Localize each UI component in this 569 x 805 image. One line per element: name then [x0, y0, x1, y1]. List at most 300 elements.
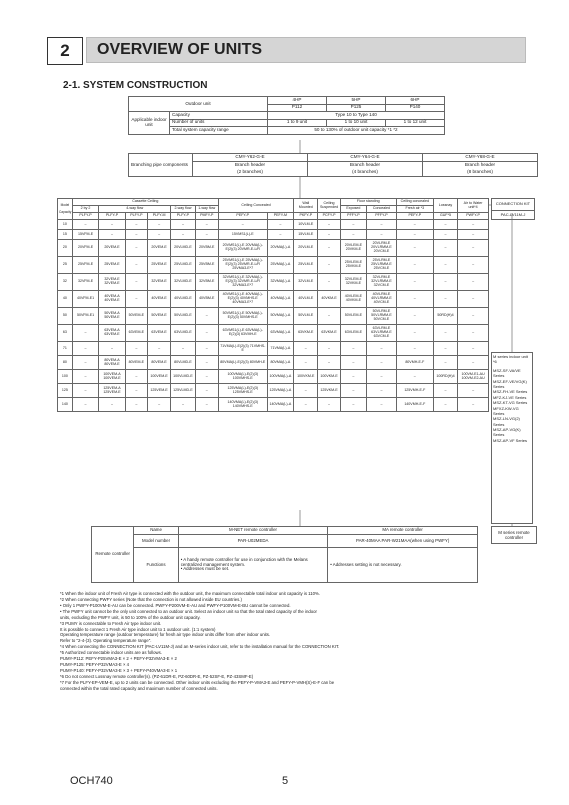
model-cell: – [195, 230, 218, 240]
branch-ports-4: (4 branches) [308, 169, 423, 177]
table-row [58, 356, 489, 370]
units-p125: 1 to 10 unit [327, 119, 386, 127]
model-cell: – [396, 220, 433, 230]
model-cell: 40VMA(L)-A [267, 291, 293, 308]
model-cell: 63VLEM-E [340, 325, 366, 342]
model-cell: 15VFM-E [72, 230, 98, 240]
model-cell: – [99, 342, 125, 356]
model-cell: – [99, 398, 125, 412]
branch-model-2: CMY-Y62-G-E [193, 154, 308, 162]
m-series-item: MSZ-FH-VE Series [493, 389, 528, 395]
model-cell: – [367, 398, 397, 412]
model-cell: 63VLMD-E [171, 325, 195, 342]
model-cell: 25VLRM-E 25VLRMM-E 25VCM-E [367, 257, 397, 274]
model-cell: – [72, 370, 98, 384]
branch-table [128, 153, 538, 177]
model-cell: – [294, 342, 318, 356]
model-cell: 125VLMD-E [171, 384, 195, 398]
footnotes [60, 591, 530, 692]
column-header: PMFY-P [195, 213, 218, 220]
ma-functions: • Addresses setting is not necessary. [328, 548, 478, 583]
model-cell: 125VEM-E [147, 384, 170, 398]
way-1-header: 1-way flow [195, 206, 218, 213]
model-cell: – [195, 356, 218, 370]
way-2-header: 2-way flow [171, 206, 195, 213]
model-cell: – [458, 220, 489, 230]
model-cell: – [125, 220, 147, 230]
model-cell: – [195, 308, 218, 325]
outdoor-unit-table [128, 96, 445, 135]
model-cell: 20VMS1(L)-E 20VMA(L)-E(2)(3) 20VMR-E-L/R [218, 240, 267, 257]
model-cell: – [72, 325, 98, 342]
table-row [58, 240, 489, 257]
model-cell: 20VLMD-E [171, 240, 195, 257]
table-row [58, 230, 489, 240]
chapter-title: OVERVIEW OF UNITS [86, 37, 526, 63]
applicable-label: Applicable indoor unit [129, 112, 170, 135]
model-cell: – [433, 384, 457, 398]
model-cell: 20VLM-E [294, 240, 318, 257]
model-cell: – [433, 220, 457, 230]
row-units-label: Number of units [170, 119, 268, 127]
model-cell: – [396, 291, 433, 308]
document-code: OCH740 [70, 775, 113, 787]
m-series-item: MFXZ-KW-VG Series [493, 405, 519, 416]
model-cell: – [396, 342, 433, 356]
model-cell: – [433, 342, 457, 356]
branch-ports-8: (8 branches) [423, 169, 538, 177]
model-cell: – [433, 291, 457, 308]
model-cell: – [396, 240, 433, 257]
footnote-line: *6 Do not connect Lossnay remote controller(s). (PZ-61DR-E, PZ-60DR-E, PZ-52SF-E, PZ-43SMF-E) [60, 673, 254, 679]
model-cell: 40VLRM-E 40VLRMM-E 40VCM-E [367, 291, 397, 308]
capacity-cell: 71 [58, 342, 73, 356]
model-cell: – [458, 291, 489, 308]
model-cell: – [72, 356, 98, 370]
model-cell: 100VMA(L)-E(2)(3) 100VMHS-E [218, 370, 267, 384]
exposed-header: Exposed [340, 206, 366, 213]
remote-name-label: Name [134, 527, 178, 535]
model-cell: 32VMA(L)-A [267, 274, 293, 291]
model-cell: 50RD(H)4 [433, 308, 457, 325]
indoor-unit-table [57, 198, 489, 412]
capacity-cell: 80 [58, 356, 73, 370]
model-cell: 20VFM-E [72, 240, 98, 257]
model-cell: 71VMA(L)-E(2)(3) 71VMHS-E [218, 342, 267, 356]
model-cell: – [340, 356, 366, 370]
model-cell: – [396, 370, 433, 384]
model-cell: 100VM-E1-AU 100VM-E2-AU [458, 370, 489, 384]
hp-4: 4HP [268, 97, 327, 105]
remote-model-label: Model number [134, 535, 178, 548]
model-cell: 15VMS1(L)-E [218, 230, 267, 240]
table-row [58, 291, 489, 308]
model-cell: 100VMA(L)-A [267, 370, 293, 384]
footnote-line: connected within the total rated capacity and maximum number of connected units. [60, 685, 218, 691]
model-cell: – [125, 370, 147, 384]
footnote-line: • Only 1 PWFY-P100VM-E-AU can be connected. PWFY-P200VM-E-AU and PWFY-P100VM-E-BU cannot be connected. [60, 602, 291, 608]
footnote-line: PUMY-P125: PEFY-P32VMA3-E × 4 [60, 662, 130, 668]
capacity-value: Type 10 to Type 140 [268, 112, 445, 120]
model-cell: 63VEM-E [147, 325, 170, 342]
model-cell: – [396, 257, 433, 274]
model-cell: 32VBM-E [195, 274, 218, 291]
table-row [58, 384, 489, 398]
model-cell: 25VLMD-E [171, 257, 195, 274]
model-cell: – [218, 220, 267, 230]
model-cell: – [147, 220, 170, 230]
model-cell: 40VLM-E [294, 291, 318, 308]
model-cell: – [125, 342, 147, 356]
model-cell: 25VLEM-E 25VKM-E [340, 257, 366, 274]
model-cell: – [433, 240, 457, 257]
model-cell: 32VLMD-E [171, 274, 195, 291]
model-cell: 50VEM-A 50VEM-E [99, 308, 125, 325]
model-cell: 71VMA(L)-A [267, 342, 293, 356]
chapter-number: 2 [47, 37, 83, 65]
footnote-line: units, excluding the PWFY unit, is 50 to 100% of the outdoor unit capacity. [60, 614, 201, 620]
model-cell: 100VEM-E [147, 370, 170, 384]
model-capacity-header: Model Capacity [58, 199, 73, 220]
hp-6: 6HP [386, 97, 445, 105]
section-title: 2-1. SYSTEM CONSTRUCTION [63, 80, 208, 91]
model-cell: 63VEM-E [125, 325, 147, 342]
model-cell: 63VMA(L)-A [267, 325, 293, 342]
model-cell: – [367, 342, 397, 356]
model-cell: 40VEM-E [147, 291, 170, 308]
model-cell: 32VLRM-E 32VLRMM-E 32VCM-E [367, 274, 397, 291]
model-cell: 40VEM-A 40VEM-E [99, 291, 125, 308]
model-cell: 125VMA(L)-E(2)(3) 125VMHS-E [218, 384, 267, 398]
model-cell: 32VMS1(L)-E 32VMA(L)-E(2)(3) 32VMR-E-L/R 32VMA3-E*7 [218, 274, 267, 291]
footnote-line: *2 When connecting PWFY series (Note that the connection is not allowed inside EU countries.) [60, 596, 242, 602]
model-cell: 125VMA(L)-A [267, 384, 293, 398]
footnote-line: *4 When connecting the CONNECTION KIT (PAC-LV11M-J) and an M-series indoor unit, refer to the installation manual for the CONNECTION KIT. [60, 644, 340, 650]
model-cell: 80VLMD-E [171, 356, 195, 370]
branch-desc-2: Branch header [193, 162, 308, 170]
model-cell: – [340, 342, 366, 356]
wall-mounted-header: Wall Mounted [294, 199, 318, 213]
ceiling-concealed-header: Ceiling Concealed [218, 199, 293, 213]
model-cell: 40VMS1(L)-E 40VMA(L)-E(2)(3) 40VMHS-E 40VMA3-E*7 [218, 291, 267, 308]
model-cell: 63VLRM-E 63VLRMM-E 63VCM-E [367, 325, 397, 342]
model-cell: – [318, 220, 340, 230]
model-cell: 100VLMD-E [171, 370, 195, 384]
column-header: PLFY-P [99, 213, 125, 220]
model-cell: 20VMA(L)-A [267, 240, 293, 257]
model-cell: 50VMA(L)-A [267, 308, 293, 325]
fresh-air-header: Fresh air *3 [396, 206, 433, 213]
footnote-line: *3 PUMY is connectable to Fresh Air type indoor unit. [60, 620, 162, 626]
model-cell: – [367, 356, 397, 370]
model-cell: 15VLM-E [294, 230, 318, 240]
column-header: PEFY-P [396, 213, 433, 220]
column-header: PKFY-P [294, 213, 318, 220]
model-cell: 50VLM-E [294, 308, 318, 325]
footnote-line: It is possible to connect 1 Fresh Air type indoor unit to 1 outdoor unit. (1:1 system) [60, 626, 216, 632]
column-header: PWFY-P [458, 213, 489, 220]
model-cell: – [171, 398, 195, 412]
model-cell: – [125, 230, 147, 240]
model-cell: 80VEM-E [125, 356, 147, 370]
capacity-cell: 15 [58, 230, 73, 240]
model-cell: 80VMA(L)-A [267, 356, 293, 370]
model-cell: – [125, 291, 147, 308]
model-cell: – [125, 257, 147, 274]
model-cell: – [125, 384, 147, 398]
capacity-cell: 140 [58, 398, 73, 412]
capacity-cell: 125 [58, 384, 73, 398]
model-cell: 20VLRM-E 20VLRMM-E 20VCM-E [367, 240, 397, 257]
way-2x2-header: 2 by 2 [72, 206, 98, 213]
model-cell: 40VKM-E [318, 291, 340, 308]
m-series-box [491, 352, 533, 524]
model-cell: – [367, 220, 397, 230]
connection-kit-title: CONNECTION KIT [492, 199, 535, 211]
model-cell: 63VEM-A 63VEM-E [99, 325, 125, 342]
model-cell: – [72, 342, 98, 356]
model-cell: – [125, 398, 147, 412]
footnote-line: PUMY-P112: PEFY-P25VMA3-E × 2 + PEFY-P32VMA3-E × 2 [60, 656, 177, 662]
outdoor-label: Outdoor unit [129, 97, 268, 112]
connection-kit-table [491, 198, 535, 220]
capacity-cell: 25 [58, 257, 73, 274]
table-row [58, 274, 489, 291]
model-cell: 80VEM-A 80VEM-E [99, 356, 125, 370]
model-p112: P112 [268, 104, 327, 112]
model-cell: – [125, 240, 147, 257]
m-series-item: MSZ-LN-VG(2) Series [493, 416, 520, 427]
m-series-item: MFZ-KJ-VE Series [493, 394, 527, 400]
table-row [58, 398, 489, 412]
row-capacity-label: Capacity [170, 112, 268, 120]
model-cell: 140VMA(L)-E(2)(3) 140VMHS-E [218, 398, 267, 412]
footnote-line: *7 For the PLFY-EP-VEM-E, up to 2 units can be connected. Other indoor units excluding the PEFY-P-VMA3-E and PEFY-P-VMH(S)-E-F can be [60, 679, 335, 685]
ceiling-suspended-header: Ceiling Suspended [318, 199, 340, 213]
model-cell: – [267, 230, 293, 240]
page-number: 5 [282, 775, 289, 787]
capacity-cell: 40 [58, 291, 73, 308]
model-cell: 80VMH-E-F [396, 356, 433, 370]
model-cell: 50VFM-E1 [72, 308, 98, 325]
ma-name: MA remote controller [328, 527, 478, 535]
model-cell: 32VLM-E [294, 274, 318, 291]
column-header: PLFY-M [147, 213, 170, 220]
model-cell: – [99, 230, 125, 240]
model-cell: – [458, 384, 489, 398]
row-range-label: Total system capacity range [170, 127, 268, 135]
model-cell: 100VEM-A 100VEM-E [99, 370, 125, 384]
model-cell: – [458, 274, 489, 291]
model-cell: – [340, 370, 366, 384]
capacity-cell: 63 [58, 325, 73, 342]
footnote-line: Refer to "2-4-(3). Operating temperature range". [60, 638, 152, 644]
remote-label: Remote controller [92, 527, 134, 583]
branch-desc-4: Branch header [308, 162, 423, 170]
cassette-header: Cassette Ceiling [72, 199, 218, 206]
range-value: 50 to 130% of outdoor unit capacity *1 *2 [268, 127, 445, 135]
m-series-title: M series indoor unit *6 [493, 354, 528, 365]
model-cell: 50VLEM-E [340, 308, 366, 325]
model-cell: 80VMA(L)-E(2)(3) 80VMH-E [218, 356, 267, 370]
capacity-cell: 32 [58, 274, 73, 291]
remote-controller-table [91, 526, 478, 583]
model-cell: 50VEM-E [147, 308, 170, 325]
branch-model-8: CMY-Y68-G-E [423, 154, 538, 162]
model-cell: – [72, 398, 98, 412]
model-cell: – [195, 398, 218, 412]
model-cell: – [318, 240, 340, 257]
model-cell: – [318, 342, 340, 356]
ceiling-concealed-fresh-header: Ceiling concealed [396, 199, 433, 206]
model-cell: – [72, 220, 98, 230]
air-water-header: Air to Water unit*4 [458, 199, 489, 213]
model-cell: – [195, 325, 218, 342]
branch-model-4: CMY-Y64-G-E [308, 154, 423, 162]
model-cell: 25VFM-E [72, 257, 98, 274]
capacity-cell: 10 [58, 220, 73, 230]
concealed-header: Concealed [367, 206, 397, 213]
model-cell: – [195, 384, 218, 398]
model-cell: 32VFM-E [72, 274, 98, 291]
footnote-line: Operating temperature range (outdoor temperature) for fresh air type indoor units differ from other indoor units. [60, 632, 271, 638]
model-cell: 32VLEM-E 32VKM-E [340, 274, 366, 291]
lossnay-header: Lossnay [433, 199, 457, 213]
model-cell: – [195, 342, 218, 356]
model-cell: – [267, 220, 293, 230]
model-cell: – [433, 356, 457, 370]
model-cell: 80VEM-E [147, 356, 170, 370]
model-cell: – [318, 274, 340, 291]
model-cell: 125VEM-A 125VEM-E [99, 384, 125, 398]
model-cell: – [318, 257, 340, 274]
column-header: PCFY-P [318, 213, 340, 220]
ma-model: PAR-40MAA PAR-W21MAA(when using PWFY) [328, 535, 478, 548]
model-cell: 32VEM-E 32VEM-E [99, 274, 125, 291]
m-series-item: MSZ-KT-VG Series [493, 400, 528, 406]
model-cell: – [171, 230, 195, 240]
model-cell: 50VEM-E [125, 308, 147, 325]
footnote-line: *5 Authorized connectable indoor units are as follows. [60, 650, 162, 656]
column-header: PEFY-M [267, 213, 293, 220]
capacity-cell: 20 [58, 240, 73, 257]
model-cell: – [318, 398, 340, 412]
capacity-cell: 100 [58, 370, 73, 384]
units-p112: 1 to 9 unit [268, 119, 327, 127]
model-cell: 25VBM-E [195, 257, 218, 274]
model-cell: 50VMS1(L)-E 50VMA(L)-E(2)(3) 50VMHS-E [218, 308, 267, 325]
model-cell: – [458, 342, 489, 356]
connection-kit-model: PAC-LV11M-J [492, 211, 535, 220]
floor-standing-header: Floor standing [340, 199, 396, 206]
model-cell: 140VMH-E-F [396, 398, 433, 412]
footnote-line: • The PWFY unit cannot be the only unit connected to an outdoor unit. Select an indoor unit so that the total rated capacity of the indoor [60, 608, 317, 614]
model-cell: – [147, 342, 170, 356]
model-cell: 40VLMD-E [171, 291, 195, 308]
mnet-name: M-NET remote controller [178, 527, 328, 535]
model-cell: 20VLEM-E 20VKM-E [340, 240, 366, 257]
model-cell: 32VEM-E [147, 274, 170, 291]
model-cell: 125VKM-E [318, 384, 340, 398]
model-p125: P125 [327, 104, 386, 112]
model-cell: 25VEM-E [147, 257, 170, 274]
model-cell: – [396, 325, 433, 342]
model-cell: 125VMH-E-F [396, 384, 433, 398]
model-cell: – [367, 230, 397, 240]
model-cell: – [195, 220, 218, 230]
model-cell: – [72, 384, 98, 398]
model-cell: – [433, 398, 457, 412]
model-cell: 50VLMD-E [171, 308, 195, 325]
model-cell: – [458, 356, 489, 370]
model-cell: – [294, 398, 318, 412]
model-cell: 140VMA(L)-A [267, 398, 293, 412]
model-cell: – [147, 230, 170, 240]
model-cell: – [458, 240, 489, 257]
branch-desc-8: Branch header [423, 162, 538, 170]
table-row [58, 325, 489, 342]
model-cell: – [171, 342, 195, 356]
model-cell: – [433, 325, 457, 342]
m-series-remote-box: M series remote controller [491, 526, 537, 544]
capacity-cell: 50 [58, 308, 73, 325]
model-cell: – [367, 370, 397, 384]
footnote-line: *1 When the indoor unit of Fresh Air type is connected with the outdoor unit, the maximum connectable total indoor unit capacity is 110%. [60, 591, 321, 596]
model-cell: – [318, 308, 340, 325]
m-series-item: MSZ-AP-VF Series [493, 437, 528, 443]
footnote-line: PUMY-P140: PEFY-P32VMA3-E × 3 + PEFY-P40VMA3-E × 1 [60, 667, 178, 673]
model-cell: 25VEM-E [99, 257, 125, 274]
model-cell: – [396, 308, 433, 325]
model-cell: – [340, 384, 366, 398]
model-cell: – [433, 274, 457, 291]
table-row [58, 370, 489, 384]
units-p140: 1 to 12 unit [386, 119, 445, 127]
model-cell: 20VEM-E [99, 240, 125, 257]
model-cell: 20VEM-E [147, 240, 170, 257]
model-cell: – [433, 257, 457, 274]
m-series-item: MSZ-SF-VA/VE Series [493, 367, 521, 379]
branch-ports-2: (2 branches) [193, 169, 308, 177]
branch-label: Branching pipe components [129, 154, 193, 177]
column-header: PLFY-P [171, 213, 195, 220]
model-cell: 25VMA(L)-A [267, 257, 293, 274]
model-cell: – [171, 220, 195, 230]
model-cell: – [99, 220, 125, 230]
table-row [58, 257, 489, 274]
model-cell: – [294, 384, 318, 398]
hp-5: 5HP [327, 97, 386, 105]
table-row [58, 308, 489, 325]
model-cell: – [340, 398, 366, 412]
model-cell: – [396, 230, 433, 240]
model-cell: – [458, 230, 489, 240]
column-header: PFFY-P [367, 213, 397, 220]
way-4-header: 4-way flow [99, 206, 171, 213]
model-cell: – [318, 230, 340, 240]
model-cell: – [458, 308, 489, 325]
column-header: PLFY-P [125, 213, 147, 220]
m-series-item: MSZ-AP-VG(K) Series [493, 427, 521, 438]
model-cell: 40VBM-E [195, 291, 218, 308]
model-cell: – [433, 230, 457, 240]
model-cell: – [147, 398, 170, 412]
model-cell: 25VLM-E [294, 257, 318, 274]
model-cell: 100VKM-E [294, 370, 318, 384]
model-cell: 63VMS1(L)-E 63VMA(L)-E(2)(3) 63VMH-E [218, 325, 267, 342]
model-cell: 20VBM-E [195, 240, 218, 257]
model-cell: 25VMS1(L)-E 25VMA(L)-E(2)(3) 25VMR-E-L/R 25VMA3-E*7 [218, 257, 267, 274]
